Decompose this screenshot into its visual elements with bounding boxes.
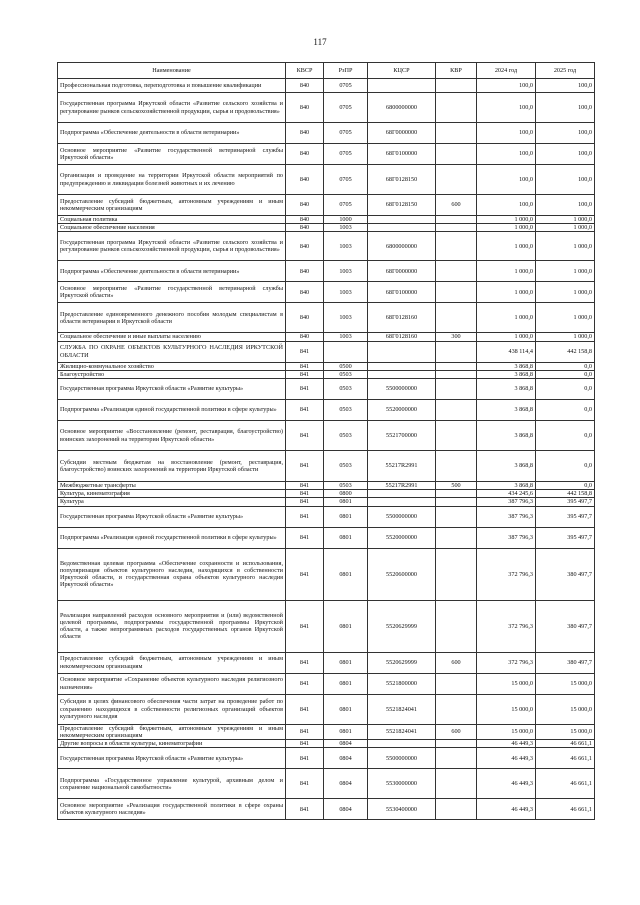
table-row xyxy=(58,694,595,724)
cell-kvr xyxy=(436,362,477,370)
cell-rzpr: 0801 xyxy=(324,724,368,739)
cell-name: Межбюджетные трансферты xyxy=(58,482,286,490)
table-row xyxy=(58,282,595,303)
cell-2025: 46 661,1 xyxy=(536,799,595,820)
cell-kvsr: 841 xyxy=(286,740,324,748)
cell-kvr: 600 xyxy=(436,652,477,673)
cell-name: Подпрограмма «Обеспечение деятельности в области ветеринарии» xyxy=(58,261,286,282)
cell-2025: 100,0 xyxy=(536,195,595,216)
table-body xyxy=(58,79,595,820)
table-row xyxy=(58,506,595,527)
table-header-row xyxy=(58,63,595,79)
cell-name: Культура xyxy=(58,498,286,506)
cell-kvr xyxy=(436,282,477,303)
cell-2024: 3 868,8 xyxy=(477,370,536,378)
cell-name: Государственная программа Иркутской области «Развитие культуры» xyxy=(58,748,286,769)
cell-kvr xyxy=(436,799,477,820)
cell-kcsr: 68Г0000000 xyxy=(368,123,436,144)
cell-2024: 100,0 xyxy=(477,144,536,165)
cell-kvsr: 841 xyxy=(286,400,324,421)
cell-rzpr: 1003 xyxy=(324,261,368,282)
cell-kcsr: 5500000000 xyxy=(368,379,436,400)
cell-name: Государственная программа Иркутской области «Развитие сельского хозяйства и регулирование рынков сельскохозяйственной продукции, сырья и продовольствия» xyxy=(58,93,286,123)
cell-kvsr: 840 xyxy=(286,282,324,303)
cell-kcsr: 68Г0128160 xyxy=(368,333,436,341)
cell-kvsr: 841 xyxy=(286,490,324,498)
cell-name: Основное мероприятие «Развитие государственной ветеринарной службы Иркутской области» xyxy=(58,282,286,303)
cell-kvr xyxy=(436,303,477,333)
col-header-2025: 2025 год xyxy=(536,63,595,79)
cell-2024: 46 449,3 xyxy=(477,769,536,799)
cell-kvsr: 841 xyxy=(286,694,324,724)
cell-rzpr: 0801 xyxy=(324,506,368,527)
cell-kvr: 500 xyxy=(436,482,477,490)
cell-kvsr: 841 xyxy=(286,498,324,506)
cell-2025: 100,0 xyxy=(536,123,595,144)
cell-name: Социальное обеспечение и иные выплаты населению xyxy=(58,333,286,341)
cell-kvsr: 841 xyxy=(286,748,324,769)
cell-rzpr: 0705 xyxy=(324,123,368,144)
cell-2025: 0,0 xyxy=(536,451,595,482)
cell-kcsr: 5521824041 xyxy=(368,694,436,724)
cell-rzpr: 0804 xyxy=(324,769,368,799)
cell-kcsr: 6800000000 xyxy=(368,93,436,123)
cell-kvr xyxy=(436,216,477,224)
page-number: 117 xyxy=(313,37,327,47)
cell-kvr xyxy=(436,232,477,261)
cell-2025: 46 661,1 xyxy=(536,740,595,748)
cell-rzpr: 0503 xyxy=(324,482,368,490)
cell-kcsr: 5530400000 xyxy=(368,799,436,820)
cell-kcsr xyxy=(368,362,436,370)
table-row xyxy=(58,333,595,341)
cell-kvr xyxy=(436,93,477,123)
cell-2024: 387 796,3 xyxy=(477,527,536,548)
cell-name: Ведомственная целевая программа «Обеспечение сохранности и использования, популяризация объектов культурного наследия, находящихся в собственности Иркутской области, и государственная охрана объектов культурного наследия Иркутской области» xyxy=(58,548,286,600)
table-row xyxy=(58,261,595,282)
table-row xyxy=(58,652,595,673)
cell-kvsr: 840 xyxy=(286,216,324,224)
cell-kvsr: 840 xyxy=(286,333,324,341)
cell-2024: 100,0 xyxy=(477,79,536,93)
cell-name: Субсидии местным бюджетам на восстановление (ремонт, реставрация, благоустройство) воинских захоронений на территории Иркутской области xyxy=(58,451,286,482)
cell-2024: 3 868,8 xyxy=(477,451,536,482)
cell-2025: 395 497,7 xyxy=(536,498,595,506)
cell-name: Предоставление субсидий бюджетным, автономным учреждениям и иным некоммерческим организациям xyxy=(58,724,286,739)
cell-2024: 15 000,0 xyxy=(477,724,536,739)
cell-kvsr: 841 xyxy=(286,362,324,370)
cell-name: Государственная программа Иркутской области «Развитие культуры» xyxy=(58,379,286,400)
cell-2024: 1 000,0 xyxy=(477,333,536,341)
cell-2025: 380 497,7 xyxy=(536,548,595,600)
table-row xyxy=(58,498,595,506)
cell-kcsr: 68Г0128160 xyxy=(368,303,436,333)
cell-name: Предоставление субсидий бюджетным, автономным учреждениям и иным некоммерческим организациям xyxy=(58,652,286,673)
cell-kvsr: 840 xyxy=(286,93,324,123)
cell-kcsr: 55217R2991 xyxy=(368,451,436,482)
cell-kcsr xyxy=(368,498,436,506)
cell-name: Государственная программа Иркутской области «Развитие культуры» xyxy=(58,506,286,527)
cell-kvsr: 841 xyxy=(286,370,324,378)
cell-name: Подпрограмма «Реализация единой государственной политики в сфере культуры» xyxy=(58,527,286,548)
table-row xyxy=(58,548,595,600)
cell-name: СЛУЖБА ПО ОХРАНЕ ОБЪЕКТОВ КУЛЬТУРНОГО НАСЛЕДИЯ ИРКУТСКОЙ ОБЛАСТИ xyxy=(58,341,286,362)
cell-2025: 46 661,1 xyxy=(536,748,595,769)
cell-name: Государственная программа Иркутской области «Развитие сельского хозяйства и регулирование рынков сельскохозяйственной продукции, сырья и продовольствия» xyxy=(58,232,286,261)
table-row xyxy=(58,341,595,362)
cell-name: Культура, кинематография xyxy=(58,490,286,498)
cell-kvr: 600 xyxy=(436,195,477,216)
cell-kvr xyxy=(436,548,477,600)
cell-2024: 387 796,3 xyxy=(477,498,536,506)
cell-2024: 438 114,4 xyxy=(477,341,536,362)
table-row xyxy=(58,490,595,498)
cell-kvr: 300 xyxy=(436,333,477,341)
cell-2024: 372 796,3 xyxy=(477,652,536,673)
table-row xyxy=(58,195,595,216)
cell-kcsr: 68Г0100000 xyxy=(368,144,436,165)
cell-rzpr: 0804 xyxy=(324,799,368,820)
table-row xyxy=(58,123,595,144)
cell-kvsr: 841 xyxy=(286,506,324,527)
cell-name: Профессиональная подготовка, переподготовка и повышение квалификации xyxy=(58,79,286,93)
cell-name: Благоустройство xyxy=(58,370,286,378)
cell-name: Реализация направлений расходов основного мероприятия и (или) ведомственной целевой программы, подпрограммы государственной программы Иркутской области, а также непрограммных расходов государственных органов Иркутской области xyxy=(58,600,286,652)
cell-rzpr: 1003 xyxy=(324,303,368,333)
cell-name: Организация и проведение на территории Иркутской области мероприятий по предупреждению и ликвидации болезней животных и их лечению xyxy=(58,165,286,195)
cell-kcsr xyxy=(368,490,436,498)
cell-2025: 100,0 xyxy=(536,93,595,123)
cell-rzpr: 0503 xyxy=(324,421,368,451)
cell-name: Основное мероприятие «Восстановление (ремонт, реставрация, благоустройство) воинских захоронений на территории Иркутской области» xyxy=(58,421,286,451)
cell-rzpr: 0801 xyxy=(324,652,368,673)
cell-2024: 434 245,6 xyxy=(477,490,536,498)
cell-kvr xyxy=(436,527,477,548)
cell-2025: 0,0 xyxy=(536,379,595,400)
cell-kvsr: 841 xyxy=(286,482,324,490)
cell-2025: 1 000,0 xyxy=(536,216,595,224)
cell-kcsr: 68Г0000000 xyxy=(368,261,436,282)
cell-kvr xyxy=(436,79,477,93)
cell-2024: 46 449,3 xyxy=(477,740,536,748)
cell-rzpr: 0801 xyxy=(324,548,368,600)
cell-2025: 395 497,7 xyxy=(536,506,595,527)
table-row xyxy=(58,421,595,451)
table-row xyxy=(58,216,595,224)
cell-kvr xyxy=(436,224,477,232)
cell-kvr xyxy=(436,165,477,195)
cell-2024: 3 868,8 xyxy=(477,482,536,490)
cell-kcsr: 5530000000 xyxy=(368,769,436,799)
cell-rzpr: 0500 xyxy=(324,362,368,370)
cell-rzpr: 0705 xyxy=(324,93,368,123)
cell-kcsr: 6800000000 xyxy=(368,232,436,261)
cell-rzpr: 0503 xyxy=(324,451,368,482)
table-row xyxy=(58,673,595,694)
cell-kcsr xyxy=(368,79,436,93)
table-row xyxy=(58,400,595,421)
cell-kvsr: 840 xyxy=(286,79,324,93)
col-header-rzpr: РзПР xyxy=(324,63,368,79)
cell-2025: 15 000,0 xyxy=(536,673,595,694)
cell-2025: 380 497,7 xyxy=(536,652,595,673)
table-row xyxy=(58,600,595,652)
cell-kvr xyxy=(436,379,477,400)
cell-kvsr: 841 xyxy=(286,548,324,600)
cell-2024: 100,0 xyxy=(477,123,536,144)
cell-kvr xyxy=(436,769,477,799)
cell-2025: 100,0 xyxy=(536,165,595,195)
cell-kcsr: 68Г0100000 xyxy=(368,282,436,303)
table-row xyxy=(58,79,595,93)
cell-2024: 1 000,0 xyxy=(477,216,536,224)
cell-kvr xyxy=(436,144,477,165)
cell-2024: 46 449,3 xyxy=(477,748,536,769)
cell-name: Другие вопросы в области культуры, кинематографии xyxy=(58,740,286,748)
cell-kcsr: 5500000000 xyxy=(368,506,436,527)
cell-2025: 0,0 xyxy=(536,370,595,378)
cell-kvsr: 840 xyxy=(286,303,324,333)
cell-2025: 0,0 xyxy=(536,421,595,451)
cell-kvr xyxy=(436,498,477,506)
table-row xyxy=(58,232,595,261)
cell-kcsr xyxy=(368,370,436,378)
cell-kvr xyxy=(436,123,477,144)
cell-rzpr: 0705 xyxy=(324,165,368,195)
cell-rzpr: 0804 xyxy=(324,748,368,769)
table-row xyxy=(58,224,595,232)
cell-rzpr: 0801 xyxy=(324,694,368,724)
table-row xyxy=(58,362,595,370)
cell-kvsr: 841 xyxy=(286,600,324,652)
cell-name: Основное мероприятие «Реализация государственной политики в сфере охраны объектов культурного наследия» xyxy=(58,799,286,820)
cell-kvr xyxy=(436,341,477,362)
cell-kvr xyxy=(436,370,477,378)
cell-rzpr: 0705 xyxy=(324,79,368,93)
cell-kvsr: 841 xyxy=(286,527,324,548)
cell-2025: 1 000,0 xyxy=(536,303,595,333)
cell-name: Субсидии в целях финансового обеспечения части затрат на проведение работ по сохранению находящихся в собственности религиозных организаций объектов культурного наследия xyxy=(58,694,286,724)
table-row xyxy=(58,379,595,400)
cell-2024: 1 000,0 xyxy=(477,224,536,232)
cell-name: Основное мероприятие «Развитие государственной ветеринарной службы Иркутской области» xyxy=(58,144,286,165)
cell-kvr xyxy=(436,673,477,694)
cell-name: Социальная политика xyxy=(58,216,286,224)
cell-2025: 442 158,8 xyxy=(536,341,595,362)
cell-rzpr: 0705 xyxy=(324,144,368,165)
cell-kvsr: 841 xyxy=(286,799,324,820)
cell-kcsr: 5520600000 xyxy=(368,548,436,600)
col-header-kvr: КВР xyxy=(436,63,477,79)
cell-2025: 380 497,7 xyxy=(536,600,595,652)
cell-kcsr xyxy=(368,216,436,224)
cell-2024: 100,0 xyxy=(477,93,536,123)
cell-2024: 387 796,3 xyxy=(477,506,536,527)
cell-kvr xyxy=(436,740,477,748)
cell-name: Основное мероприятие «Сохранение объектов культурного наследия религиозного назначения» xyxy=(58,673,286,694)
cell-rzpr: 1000 xyxy=(324,216,368,224)
cell-2024: 3 868,8 xyxy=(477,379,536,400)
table-row xyxy=(58,799,595,820)
cell-rzpr xyxy=(324,341,368,362)
cell-2024: 100,0 xyxy=(477,195,536,216)
table-row xyxy=(58,769,595,799)
cell-name: Предоставление единовременного денежного пособия молодым специалистам в области ветеринарии в Иркутской области xyxy=(58,303,286,333)
cell-2024: 372 796,3 xyxy=(477,548,536,600)
cell-kvsr: 841 xyxy=(286,673,324,694)
cell-kcsr: 5520000000 xyxy=(368,400,436,421)
cell-rzpr: 0804 xyxy=(324,740,368,748)
cell-2024: 15 000,0 xyxy=(477,694,536,724)
cell-2024: 46 449,3 xyxy=(477,799,536,820)
cell-kcsr xyxy=(368,341,436,362)
col-header-2024: 2024 год xyxy=(477,63,536,79)
col-header-kvsr: КВСР xyxy=(286,63,324,79)
cell-2025: 15 000,0 xyxy=(536,724,595,739)
cell-2024: 1 000,0 xyxy=(477,261,536,282)
table-row xyxy=(58,527,595,548)
cell-name: Подпрограмма «Реализация единой государственной политики в сфере культуры» xyxy=(58,400,286,421)
col-header-name: Наименование xyxy=(58,63,286,79)
cell-kvsr: 840 xyxy=(286,224,324,232)
cell-kcsr xyxy=(368,740,436,748)
cell-name: Подпрограмма «Государственное управление культурой, архивным делом и сохранение национальной самобытности» xyxy=(58,769,286,799)
cell-2024: 3 868,8 xyxy=(477,400,536,421)
cell-kcsr: 68Г0128150 xyxy=(368,165,436,195)
cell-kvr xyxy=(436,261,477,282)
table-row xyxy=(58,370,595,378)
cell-kvr xyxy=(436,694,477,724)
cell-rzpr: 0503 xyxy=(324,400,368,421)
cell-kvr xyxy=(436,400,477,421)
cell-kcsr xyxy=(368,224,436,232)
cell-2025: 1 000,0 xyxy=(536,261,595,282)
cell-kvr xyxy=(436,451,477,482)
col-header-kcsr: КЦСР xyxy=(368,63,436,79)
cell-kvr xyxy=(436,490,477,498)
cell-kvsr: 840 xyxy=(286,195,324,216)
cell-kvsr: 841 xyxy=(286,724,324,739)
cell-name: Жилищно-коммунальное хозяйство xyxy=(58,362,286,370)
cell-rzpr: 1003 xyxy=(324,282,368,303)
cell-2025: 0,0 xyxy=(536,400,595,421)
cell-kcsr: 5520000000 xyxy=(368,527,436,548)
cell-rzpr: 0801 xyxy=(324,527,368,548)
table-row xyxy=(58,724,595,739)
cell-kvr xyxy=(436,748,477,769)
cell-2025: 395 497,7 xyxy=(536,527,595,548)
cell-2024: 3 868,8 xyxy=(477,362,536,370)
cell-kcsr: 5520629999 xyxy=(368,600,436,652)
cell-2024: 100,0 xyxy=(477,165,536,195)
cell-2025: 15 000,0 xyxy=(536,694,595,724)
cell-rzpr: 0800 xyxy=(324,490,368,498)
cell-kvsr: 841 xyxy=(286,379,324,400)
table-row xyxy=(58,740,595,748)
cell-kcsr: 68Г0128150 xyxy=(368,195,436,216)
cell-2024: 1 000,0 xyxy=(477,282,536,303)
cell-2024: 1 000,0 xyxy=(477,232,536,261)
cell-rzpr: 1003 xyxy=(324,224,368,232)
cell-2025: 1 000,0 xyxy=(536,224,595,232)
cell-kvsr: 840 xyxy=(286,123,324,144)
cell-name: Социальное обеспечение населения xyxy=(58,224,286,232)
table-row xyxy=(58,451,595,482)
cell-2024: 3 868,8 xyxy=(477,421,536,451)
cell-kvsr: 840 xyxy=(286,144,324,165)
table-row xyxy=(58,93,595,123)
cell-2024: 372 796,3 xyxy=(477,600,536,652)
cell-kcsr: 5521700000 xyxy=(368,421,436,451)
cell-name: Подпрограмма «Обеспечение деятельности в области ветеринарии» xyxy=(58,123,286,144)
cell-2024: 15 000,0 xyxy=(477,673,536,694)
cell-2025: 1 000,0 xyxy=(536,333,595,341)
cell-rzpr: 0503 xyxy=(324,370,368,378)
cell-2025: 1 000,0 xyxy=(536,282,595,303)
table-row xyxy=(58,748,595,769)
cell-2025: 1 000,0 xyxy=(536,232,595,261)
table-row xyxy=(58,482,595,490)
cell-kvsr: 840 xyxy=(286,165,324,195)
cell-rzpr: 0801 xyxy=(324,600,368,652)
cell-kvsr: 840 xyxy=(286,232,324,261)
cell-rzpr: 0705 xyxy=(324,195,368,216)
table-row xyxy=(58,144,595,165)
cell-kvsr: 841 xyxy=(286,451,324,482)
cell-kvr xyxy=(436,421,477,451)
cell-2024: 1 000,0 xyxy=(477,303,536,333)
cell-kvr xyxy=(436,506,477,527)
cell-kcsr: 5500000000 xyxy=(368,748,436,769)
cell-2025: 100,0 xyxy=(536,144,595,165)
cell-2025: 0,0 xyxy=(536,482,595,490)
cell-kvsr: 840 xyxy=(286,261,324,282)
budget-table xyxy=(57,62,595,820)
cell-2025: 46 661,1 xyxy=(536,769,595,799)
cell-kcsr: 5521824041 xyxy=(368,724,436,739)
cell-2025: 100,0 xyxy=(536,79,595,93)
cell-kvr xyxy=(436,600,477,652)
cell-kcsr: 5521800000 xyxy=(368,673,436,694)
cell-rzpr: 0801 xyxy=(324,673,368,694)
cell-rzpr: 1003 xyxy=(324,232,368,261)
cell-rzpr: 0801 xyxy=(324,498,368,506)
cell-rzpr: 1003 xyxy=(324,333,368,341)
table-row xyxy=(58,303,595,333)
cell-kvr: 600 xyxy=(436,724,477,739)
cell-rzpr: 0503 xyxy=(324,379,368,400)
cell-name: Предоставление субсидий бюджетным, автономным учреждениям и иным некоммерческим организациям xyxy=(58,195,286,216)
table-row xyxy=(58,165,595,195)
cell-2025: 0,0 xyxy=(536,362,595,370)
cell-kvsr: 841 xyxy=(286,769,324,799)
cell-kvsr: 841 xyxy=(286,652,324,673)
cell-kvsr: 841 xyxy=(286,341,324,362)
cell-2025: 442 158,8 xyxy=(536,490,595,498)
cell-kvsr: 841 xyxy=(286,421,324,451)
cell-kcsr: 5520629999 xyxy=(368,652,436,673)
cell-kcsr: 55217R2991 xyxy=(368,482,436,490)
